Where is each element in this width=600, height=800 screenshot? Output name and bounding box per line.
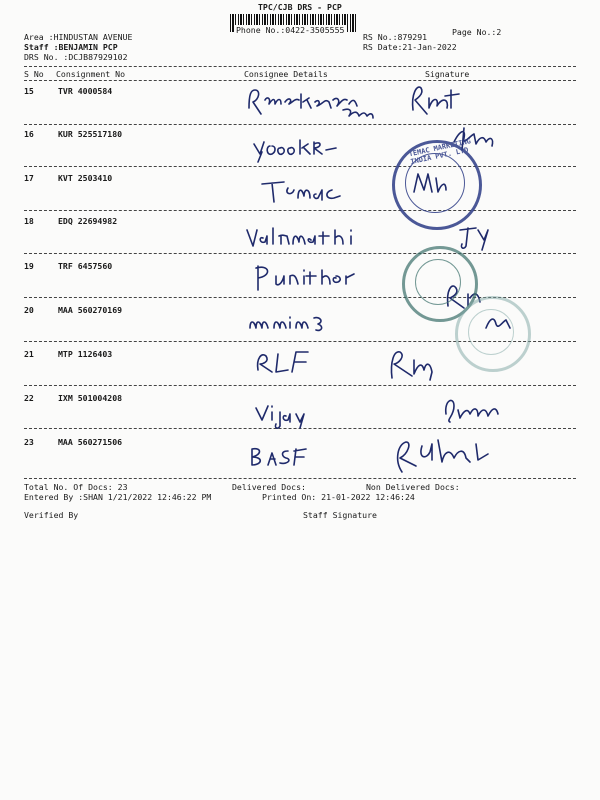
row-sno: 22 bbox=[24, 393, 34, 403]
row-consignment: KVT 2503410 bbox=[58, 173, 113, 183]
handwritten-consignee-name bbox=[246, 308, 346, 336]
row-sno: 16 bbox=[24, 129, 34, 139]
row-divider bbox=[24, 253, 576, 254]
drs-number: DRS No. :DCJB87929102 bbox=[24, 52, 128, 62]
row-consignment: TRF 6457560 bbox=[58, 261, 113, 271]
signature-scribble bbox=[392, 432, 502, 480]
handwritten-consignee-name bbox=[258, 178, 358, 206]
non-delivered-docs: Non Delivered Docs: bbox=[366, 482, 460, 492]
row-divider bbox=[24, 166, 576, 167]
row-consignment: EDQ 22694982 bbox=[58, 216, 118, 226]
row-sno: 20 bbox=[24, 305, 34, 315]
row-consignment: TVR 4000584 bbox=[58, 86, 113, 96]
row-sno: 18 bbox=[24, 216, 34, 226]
company-seal-stamp bbox=[455, 296, 531, 372]
row-sno: 21 bbox=[24, 349, 34, 359]
delivered-docs: Delivered Docs: bbox=[232, 482, 306, 492]
phone-number: Phone No.:0422-3505555 bbox=[236, 25, 345, 35]
signature-scribble bbox=[405, 80, 465, 120]
verified-by-label: Verified By bbox=[24, 510, 79, 520]
header-bottom-divider bbox=[24, 80, 576, 81]
handwritten-consignee-name bbox=[252, 262, 362, 292]
col-consignment-header: Consignment No bbox=[56, 69, 126, 79]
entered-by: Entered By :SHAN 1/21/2022 12:46:22 PM bbox=[24, 492, 212, 502]
col-signature-header: Signature bbox=[425, 69, 470, 79]
seal-text: TEMAC MARKETING INDIA PVT. LTD bbox=[408, 137, 472, 167]
signature-scribble bbox=[440, 392, 510, 428]
document-title: TPC/CJB DRS - PCP bbox=[258, 2, 342, 12]
rs-date: RS Date:21-Jan-2022 bbox=[363, 42, 457, 52]
col-consignee-header: Consignee Details bbox=[244, 69, 328, 79]
rs-number: RS No.:879291 bbox=[363, 32, 428, 42]
row-consignment: MAA 560270169 bbox=[58, 305, 123, 315]
row-consignment: IXM 501004208 bbox=[58, 393, 123, 403]
handwritten-consignee-name bbox=[243, 222, 403, 252]
company-seal-stamp bbox=[392, 137, 482, 230]
col-sno-header: S No bbox=[24, 69, 44, 79]
handwritten-consignee-name bbox=[250, 134, 360, 164]
row-sno: 23 bbox=[24, 437, 34, 447]
printed-on: Printed On: 21-01-2022 12:46:24 bbox=[262, 492, 415, 502]
handwritten-consignee-name bbox=[245, 86, 385, 122]
header-top-divider bbox=[24, 66, 576, 67]
handwritten-consignee-name bbox=[252, 348, 332, 378]
staff-label: Staff :BENJAMIN PCP bbox=[24, 42, 118, 52]
row-divider bbox=[24, 385, 576, 386]
page-number: Page No.:2 bbox=[452, 27, 502, 37]
signature-scribble bbox=[386, 342, 446, 384]
handwritten-consignee-name bbox=[248, 443, 328, 471]
row-sno: 15 bbox=[24, 86, 34, 96]
staff-signature-label: Staff Signature bbox=[303, 510, 377, 520]
row-divider bbox=[24, 210, 576, 211]
row-sno: 19 bbox=[24, 261, 34, 271]
area-label: Area :HINDUSTAN AVENUE bbox=[24, 32, 133, 42]
signature-scribble bbox=[456, 222, 492, 252]
row-sno: 17 bbox=[24, 173, 34, 183]
total-docs: Total No. Of Docs: 23 bbox=[24, 482, 128, 492]
row-consignment: MTP 1126403 bbox=[58, 349, 113, 359]
row-consignment: MAA 560271506 bbox=[58, 437, 123, 447]
row-consignment: KUR 525517180 bbox=[58, 129, 123, 139]
handwritten-consignee-name bbox=[252, 400, 342, 432]
